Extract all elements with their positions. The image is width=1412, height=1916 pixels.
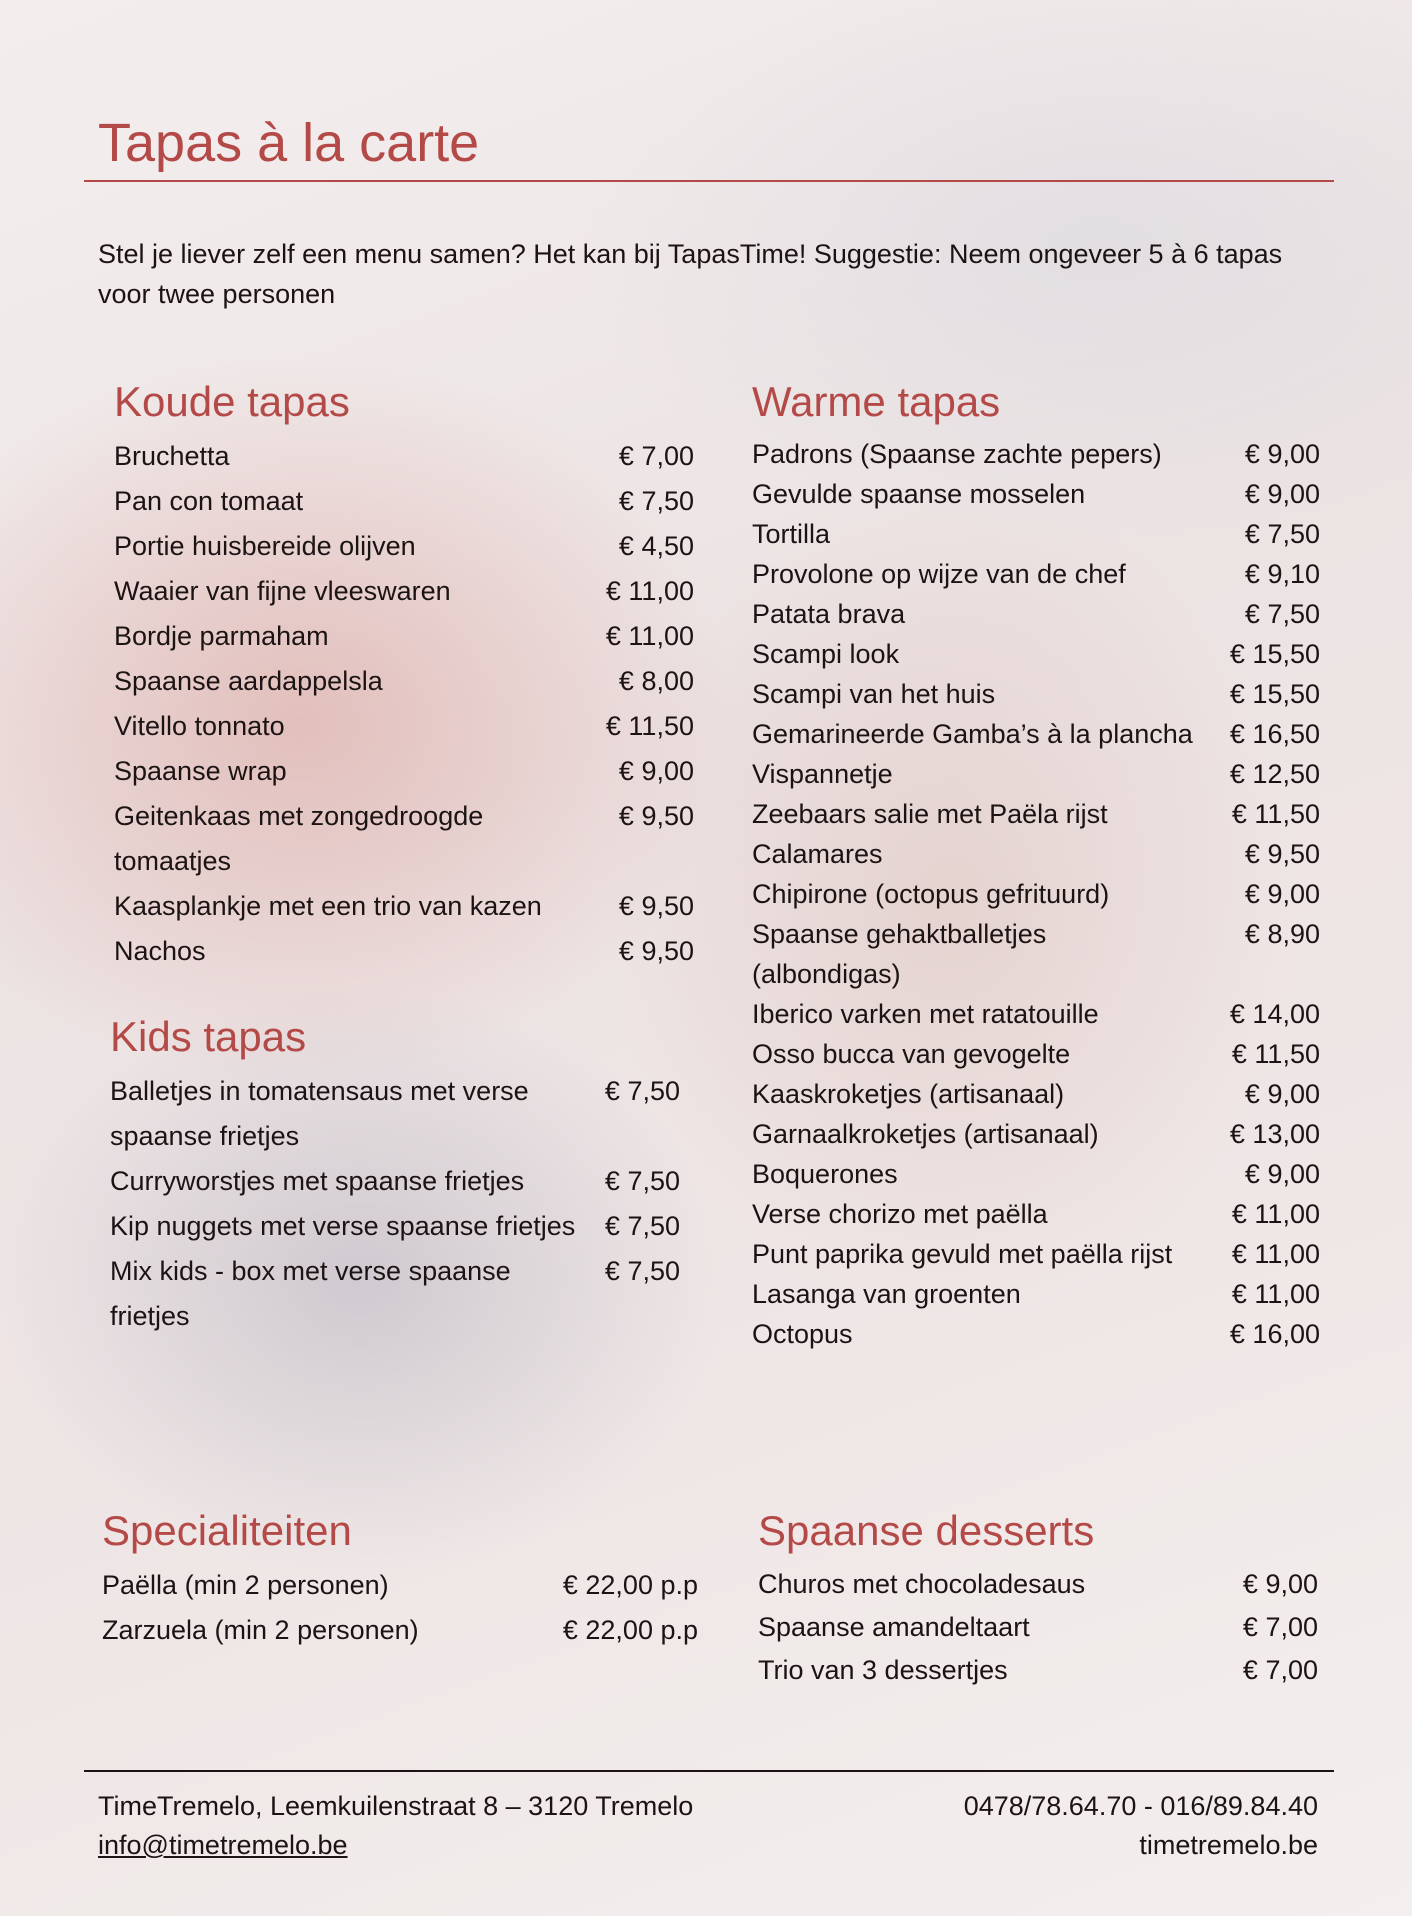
item-name: Punt paprika gevuld met paëlla rijst bbox=[752, 1239, 1173, 1269]
section-spaanse-desserts bbox=[758, 1505, 1318, 1692]
item-name: Zeebaars salie met Paëla rijst bbox=[752, 799, 1108, 829]
item-price: € 22,00 p.p bbox=[562, 1615, 698, 1645]
item-price: € 9,00 bbox=[1244, 879, 1320, 909]
menu-item bbox=[758, 1649, 1318, 1692]
item-price: € 11,50 bbox=[605, 711, 694, 741]
item-price: € 9,00 bbox=[1242, 1569, 1318, 1599]
item-price: € 7,50 bbox=[618, 486, 694, 516]
item-price: € 11,00 bbox=[1231, 1199, 1320, 1229]
section-heading: Koude tapas bbox=[114, 378, 350, 425]
item-name: Vitello tonnato bbox=[114, 711, 285, 741]
item-name: Portie huisbereide olijven bbox=[114, 531, 416, 561]
menu-item bbox=[752, 834, 1320, 874]
intro-text: Stel je liever zelf een menu samen? Het kan bij TapasTime! Suggestie: Neem ongeveer 5 à 6 tapas voor twee personen bbox=[98, 239, 1283, 309]
item-price: € 11,50 bbox=[1231, 799, 1320, 829]
item-price: € 7,50 bbox=[1244, 599, 1320, 629]
item-price: € 11,50 bbox=[1231, 1039, 1320, 1069]
item-name: Lasanga van groenten bbox=[752, 1279, 1021, 1309]
footer-website[interactable]: timetremelo.be bbox=[1139, 1830, 1318, 1860]
item-name: Octopus bbox=[752, 1319, 853, 1349]
item-name: Pan con tomaat bbox=[114, 486, 304, 516]
menu-item bbox=[114, 659, 694, 704]
item-price: € 7,50 bbox=[604, 1076, 680, 1106]
item-name: Spaanse wrap bbox=[114, 756, 287, 786]
item-price: € 7,00 bbox=[1242, 1612, 1318, 1642]
item-name: Zarzuela bbox=[102, 1615, 208, 1645]
item-name: Scampi van het huis bbox=[752, 679, 996, 709]
item-note: (artisanaal) bbox=[921, 1079, 1065, 1109]
item-price: € 9,00 bbox=[1244, 1159, 1320, 1189]
item-price: € 9,50 bbox=[618, 801, 694, 831]
item-list bbox=[102, 1563, 698, 1653]
menu-item bbox=[752, 674, 1320, 714]
menu-item bbox=[114, 524, 694, 569]
menu-item bbox=[102, 1563, 698, 1608]
menu-item bbox=[110, 1069, 680, 1159]
item-price: € 14,00 bbox=[1229, 999, 1320, 1029]
item-name: Curryworstjes met spaanse frietjes bbox=[110, 1166, 525, 1196]
item-name: Mix kids - box met verse spaanse frietjes bbox=[110, 1256, 511, 1331]
email-link[interactable]: info@timetremelo.be bbox=[98, 1830, 348, 1860]
menu-item bbox=[752, 594, 1320, 634]
footer-contact bbox=[98, 1787, 693, 1865]
item-price: € 16,50 bbox=[1229, 719, 1320, 749]
item-name: Kaasplankje met een trio van kazen bbox=[114, 891, 542, 921]
footer-info bbox=[964, 1787, 1318, 1865]
item-price: € 16,00 bbox=[1229, 1319, 1320, 1349]
section-heading: Specialiteiten bbox=[102, 1507, 352, 1554]
item-name: Balletjes in tomatensaus met verse spaanse frietjes bbox=[110, 1076, 529, 1151]
item-price: € 9,00 bbox=[618, 756, 694, 786]
item-price: € 9,50 bbox=[1244, 839, 1320, 869]
title-divider bbox=[84, 180, 1334, 182]
item-name: Bordje parmaham bbox=[114, 621, 329, 651]
item-price: € 11,00 bbox=[605, 576, 694, 606]
item-price: € 11,00 bbox=[605, 621, 694, 651]
item-price: € 9,50 bbox=[618, 891, 694, 921]
item-price: € 11,00 bbox=[1231, 1279, 1320, 1309]
menu-item bbox=[752, 1154, 1320, 1194]
item-name: Padrons bbox=[752, 439, 853, 469]
item-price: € 9,50 bbox=[618, 936, 694, 966]
item-name: Osso bucca van gevogelte bbox=[752, 1039, 1071, 1069]
item-name: Trio van 3 dessertjes bbox=[758, 1655, 1008, 1685]
menu-item bbox=[752, 1194, 1320, 1234]
menu-item bbox=[114, 749, 694, 794]
item-name: Spaanse gehaktballetjes bbox=[752, 919, 1047, 949]
menu-item bbox=[752, 714, 1320, 754]
menu-item bbox=[114, 434, 694, 479]
menu-item bbox=[752, 794, 1320, 834]
item-list bbox=[114, 434, 694, 974]
item-note: (albondigas) bbox=[752, 959, 901, 989]
item-price: € 9,00 bbox=[1244, 1079, 1320, 1109]
item-price: € 8,00 bbox=[618, 666, 694, 696]
item-note: (artisanaal) bbox=[956, 1119, 1099, 1149]
item-price: € 9,10 bbox=[1244, 559, 1320, 589]
menu-item bbox=[752, 554, 1320, 594]
item-name: Gemarineerde Gamba’s à la plancha bbox=[752, 719, 1193, 749]
item-price: € 11,00 bbox=[1231, 1239, 1320, 1269]
menu-item bbox=[114, 884, 694, 929]
item-name: Nachos bbox=[114, 936, 206, 966]
section-heading: Spaanse desserts bbox=[758, 1507, 1095, 1554]
menu-item bbox=[110, 1204, 680, 1249]
item-name: Provolone op wijze van de chef bbox=[752, 559, 1126, 589]
menu-item bbox=[114, 614, 694, 659]
item-price: € 12,50 bbox=[1229, 759, 1320, 789]
menu-item bbox=[752, 1234, 1320, 1274]
item-price: € 7,50 bbox=[1244, 519, 1320, 549]
item-price: € 15,50 bbox=[1229, 639, 1320, 669]
menu-item bbox=[114, 569, 694, 614]
item-name: Geitenkaas met zongedroogde tomaatjes bbox=[114, 801, 484, 876]
menu-item bbox=[752, 994, 1320, 1034]
menu-item bbox=[114, 794, 694, 884]
item-price: € 9,00 bbox=[1244, 439, 1320, 469]
item-name: Chipirone bbox=[752, 879, 868, 909]
item-price: € 7,00 bbox=[618, 441, 694, 471]
item-name: Vispannetje bbox=[752, 759, 893, 789]
menu-item bbox=[752, 754, 1320, 794]
menu-item bbox=[752, 1314, 1320, 1354]
item-name: Verse chorizo met paëlla bbox=[752, 1199, 1048, 1229]
menu-item bbox=[752, 1034, 1320, 1074]
menu-item bbox=[110, 1159, 680, 1204]
item-list bbox=[110, 1069, 680, 1339]
menu-item bbox=[758, 1563, 1318, 1606]
footer-phones: 0478/78.64.70 - 016/89.84.40 bbox=[963, 1791, 1318, 1821]
item-price: € 13,00 bbox=[1229, 1119, 1320, 1149]
item-name: Paëlla bbox=[102, 1570, 178, 1600]
item-name: Garnaalkroketjes bbox=[752, 1119, 957, 1149]
item-price: € 9,00 bbox=[1244, 479, 1320, 509]
item-price: € 7,50 bbox=[604, 1256, 680, 1286]
menu-item bbox=[752, 634, 1320, 674]
section-koude-tapas bbox=[114, 376, 694, 974]
item-name: Calamares bbox=[752, 839, 883, 869]
item-name: Patata brava bbox=[752, 599, 906, 629]
item-name: Scampi look bbox=[752, 639, 900, 669]
item-note: (min 2 personen) bbox=[207, 1615, 419, 1645]
item-price: € 8,90 bbox=[1244, 919, 1320, 949]
item-list bbox=[758, 1563, 1318, 1692]
item-price: € 7,50 bbox=[604, 1211, 680, 1241]
menu-item bbox=[752, 1114, 1320, 1154]
item-name: Tortilla bbox=[752, 519, 831, 549]
item-price: € 7,50 bbox=[604, 1166, 680, 1196]
menu-item bbox=[752, 474, 1320, 514]
menu-item bbox=[110, 1249, 680, 1339]
item-note: (min 2 personen) bbox=[177, 1570, 389, 1600]
menu-item bbox=[752, 514, 1320, 554]
item-name: Spaanse amandeltaart bbox=[758, 1612, 1030, 1642]
section-warme-tapas bbox=[752, 376, 1320, 1354]
item-price: € 7,00 bbox=[1242, 1655, 1318, 1685]
menu-item bbox=[114, 929, 694, 974]
menu-item bbox=[752, 434, 1320, 474]
footer-divider bbox=[84, 1770, 1334, 1772]
item-price: € 15,50 bbox=[1229, 679, 1320, 709]
item-name: Boquerones bbox=[752, 1159, 898, 1189]
item-name: Waaier van fijne vleeswaren bbox=[114, 576, 451, 606]
menu-item bbox=[752, 1274, 1320, 1314]
item-name: Kaaskroketjes bbox=[752, 1079, 922, 1109]
item-name: Iberico varken met ratatouille bbox=[752, 999, 1099, 1029]
section-specialiteiten bbox=[102, 1505, 698, 1653]
item-name: Churos met chocoladesaus bbox=[758, 1569, 1086, 1599]
menu-item bbox=[752, 1074, 1320, 1114]
item-note: (Spaanse zachte pepers) bbox=[852, 439, 1162, 469]
section-kids-tapas bbox=[110, 1011, 680, 1339]
section-heading: Kids tapas bbox=[110, 1013, 307, 1060]
item-name: Kip nuggets met verse spaanse frietjes bbox=[110, 1211, 576, 1241]
item-name: Gevulde spaanse mosselen bbox=[752, 479, 1086, 509]
menu-item bbox=[758, 1606, 1318, 1649]
item-note: (octopus gefrituurd) bbox=[867, 879, 1110, 909]
menu-item bbox=[114, 704, 694, 749]
footer-address: TimeTremelo, Leemkuilenstraat 8 – 3120 Tremelo bbox=[98, 1791, 694, 1821]
section-heading: Warme tapas bbox=[752, 378, 1001, 425]
item-name: Bruchetta bbox=[114, 441, 230, 471]
item-price: € 22,00 p.p bbox=[562, 1570, 698, 1600]
item-list bbox=[752, 434, 1320, 1354]
menu-item bbox=[102, 1608, 698, 1653]
item-name: Spaanse aardappelsla bbox=[114, 666, 383, 696]
item-price: € 4,50 bbox=[618, 531, 694, 561]
menu-item bbox=[752, 874, 1320, 914]
menu-item bbox=[114, 479, 694, 524]
page-title: Tapas à la carte bbox=[98, 113, 480, 173]
menu-item bbox=[752, 914, 1320, 994]
